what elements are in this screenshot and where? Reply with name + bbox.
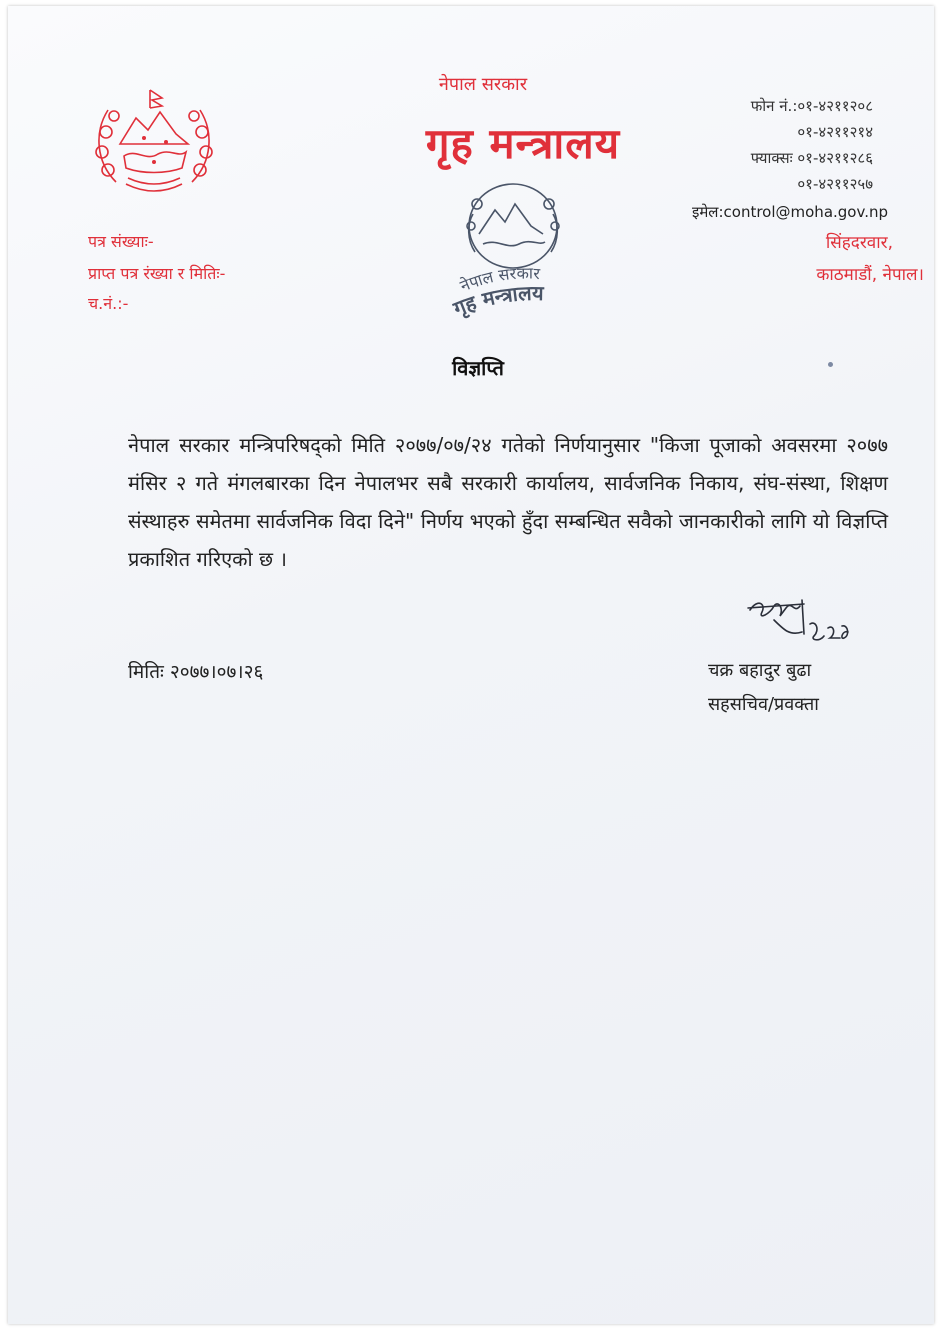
ink-dot [828, 362, 833, 367]
ministry-seal-icon [443, 174, 583, 324]
stamp-text-2: गृह मन्त्रालय [449, 280, 544, 321]
signatory-name: चक्र बहादुर बुढा [708, 660, 812, 681]
signatory-title: सहसचिव/प्रवक्ता [708, 694, 819, 715]
address-line-2: काठमाडौं, नेपाल। [816, 265, 924, 285]
nepal-emblem-icon [86, 72, 222, 208]
notice-title: विज्ञप्ति [452, 356, 504, 380]
phone-number-1: फोन नं.:०१-४२११२०८ [750, 97, 873, 115]
phone-number-2: ०१-४२११२१४ [797, 123, 873, 141]
ministry-name: गृह मन्त्रालय [425, 119, 621, 168]
received-letter-label: प्राप्त पत्र रंख्या र मितिः- [88, 264, 226, 283]
fax-number-2: ०१-४२११२५७ [797, 175, 873, 193]
government-name: नेपाल सरकार [438, 74, 528, 95]
stamp-text-1: नेपाल सरकार [457, 263, 541, 296]
fax-number-1: फ्याक्सः ०१-४२११२८६ [750, 149, 873, 167]
email-address: इमेल:control@moha.gov.np [691, 203, 888, 221]
signature-icon [744, 590, 854, 652]
dispatch-number-label: च.नं.:- [88, 294, 129, 313]
letter-number-label: पत्र संख्याः- [88, 232, 154, 251]
letter-page [8, 6, 934, 1324]
notice-body: नेपाल सरकार मन्त्रिपरिषद्को मिति २०७७/०७/२४ गतेको निर्णयानुसार "किजा पूजाको अवसरमा २०७७ मंसिर २ गते मंगलबारका दिन नेपालभर सबै सरकारी कार्यालय, सार्वजनिक निकाय, संघ-संस्था, शिक्षण संस्थाहरु समेतमा सार्वजनिक विदा दिने" निर्णय भएको हुँदा सम्बन्धित सवैको जानकारीको लागि यो विज्ञप्ति प्रकाशित गरिएको छ । [128, 433, 888, 571]
notice-date: मितिः २०७७।०७।२६ [128, 661, 264, 683]
address-line-1: सिंहदरवार, [825, 233, 893, 253]
